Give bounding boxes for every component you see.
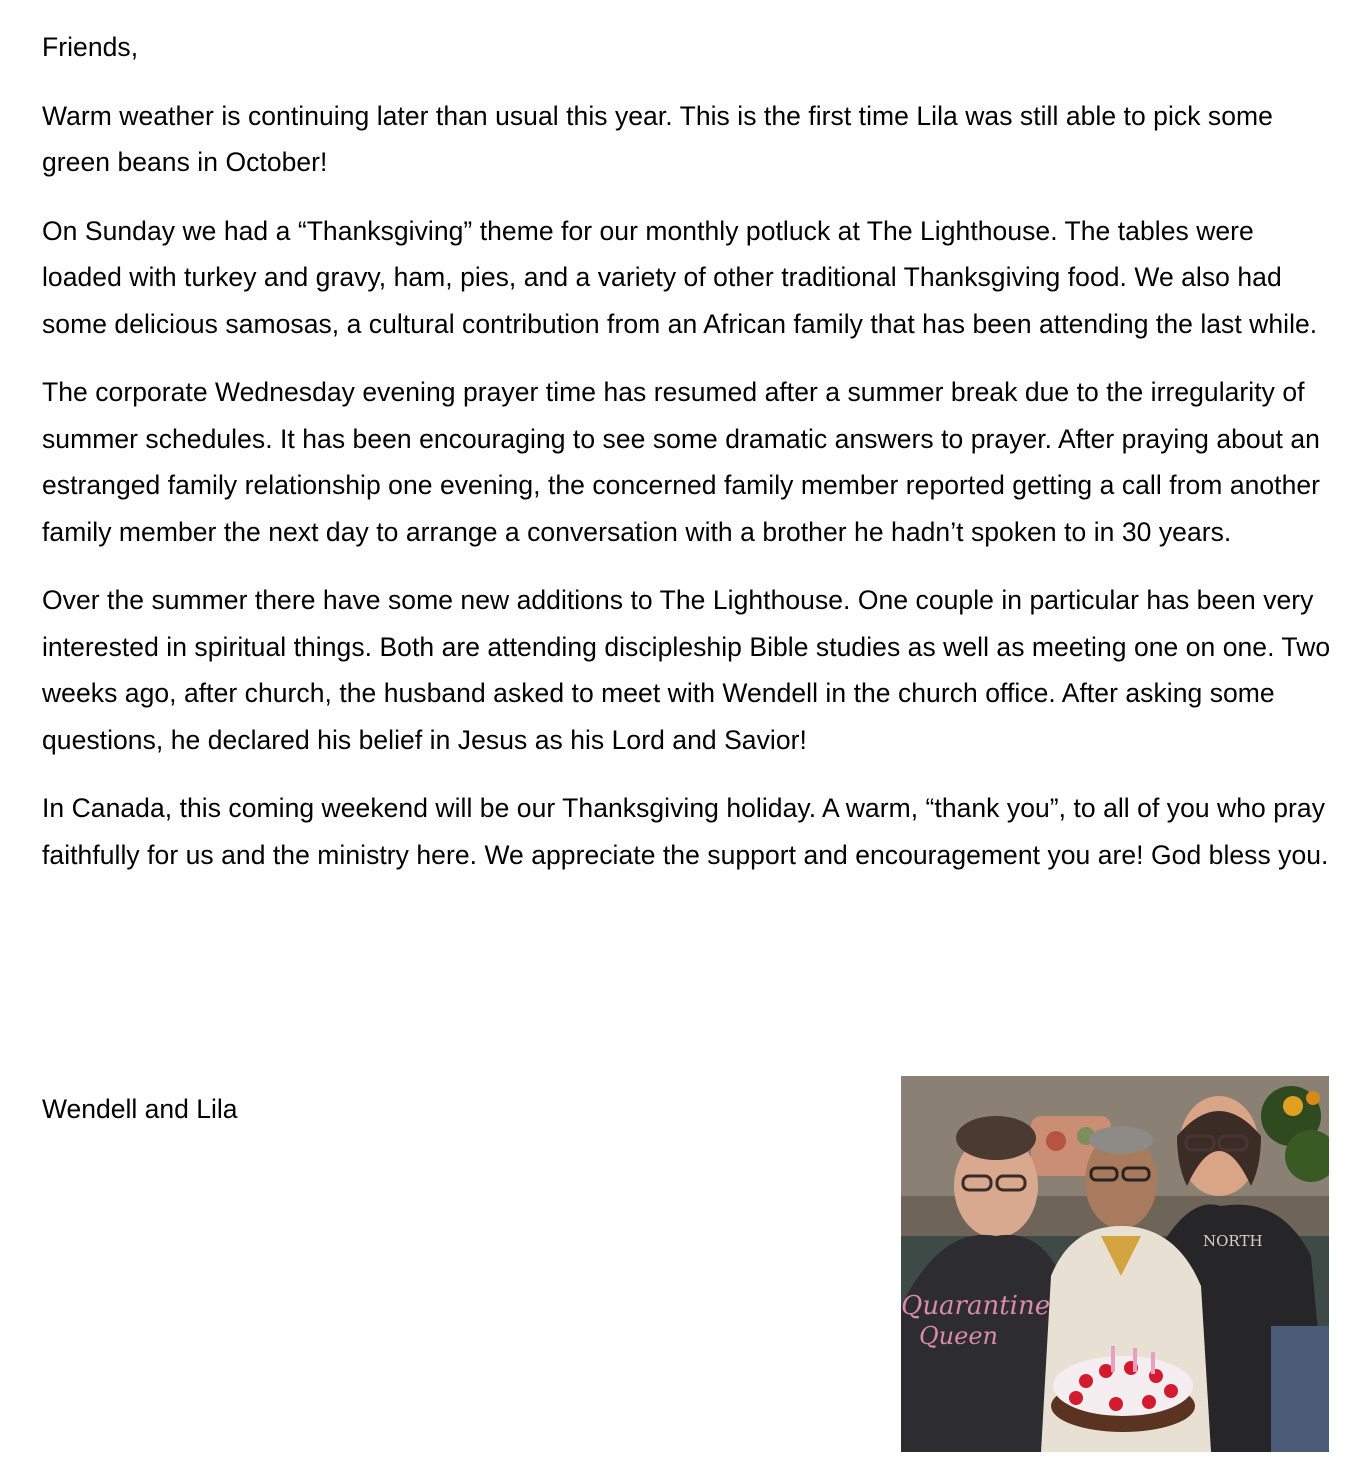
paragraph-prayer: The corporate Wednesday evening prayer time has resumed after a summer break due to the irregularity of summer schedules. It has been encouraging to see some dramatic answers to prayer. After praying about an estranged family relationship one evening, the concerned family member reported getting a call from another family member the next day to arrange a conversation with a brother he hadn’t spoken to in 30 years. [42, 377, 1321, 547]
paragraph-weather: Warm weather is continuing later than usual this year. This is the first time Lila was still able to pick some green beans in October! [42, 100, 1273, 177]
shirt-text-queen: Queen [919, 1322, 998, 1350]
shirt-text-north: NORTH [1203, 1232, 1263, 1250]
greeting: Friends, [42, 32, 139, 62]
family-photo-illustration [901, 1076, 1329, 1452]
paragraph-new-additions: Over the summer there have some new additions to The Lighthouse. One couple in particular has been very interested in spiritual things. Both are attending discipleship Bible studies as well as meeting one on one. Two weeks ago, after church, the husband asked to meet with Wendell in the church office. After asking some questions, he declared his belief in Jesus as his Lord and Savior! [42, 585, 1331, 755]
paragraph-potluck: On Sunday we had a “Thanksgiving” theme for our monthly potluck at The Lighthouse. The tables were loaded with turkey and gravy, ham, pies, and a variety of other traditional Thanksgiving food. We also had some delicious samosas, a cultural contribution from an African family that has been attending the last while. [42, 215, 1318, 339]
signature: Wendell and Lila [42, 1094, 238, 1124]
letter-body [42, 24, 1334, 900]
shirt-text-quarantine: Quarantine [901, 1291, 1051, 1321]
paragraph-thanksgiving: In Canada, this coming weekend will be our Thanksgiving holiday. A warm, “thank you”, to all of you who pray faithfully for us and the ministry here. We appreciate the support and encouragement you are! God bless you. [42, 793, 1329, 870]
family-photo [901, 1076, 1329, 1452]
